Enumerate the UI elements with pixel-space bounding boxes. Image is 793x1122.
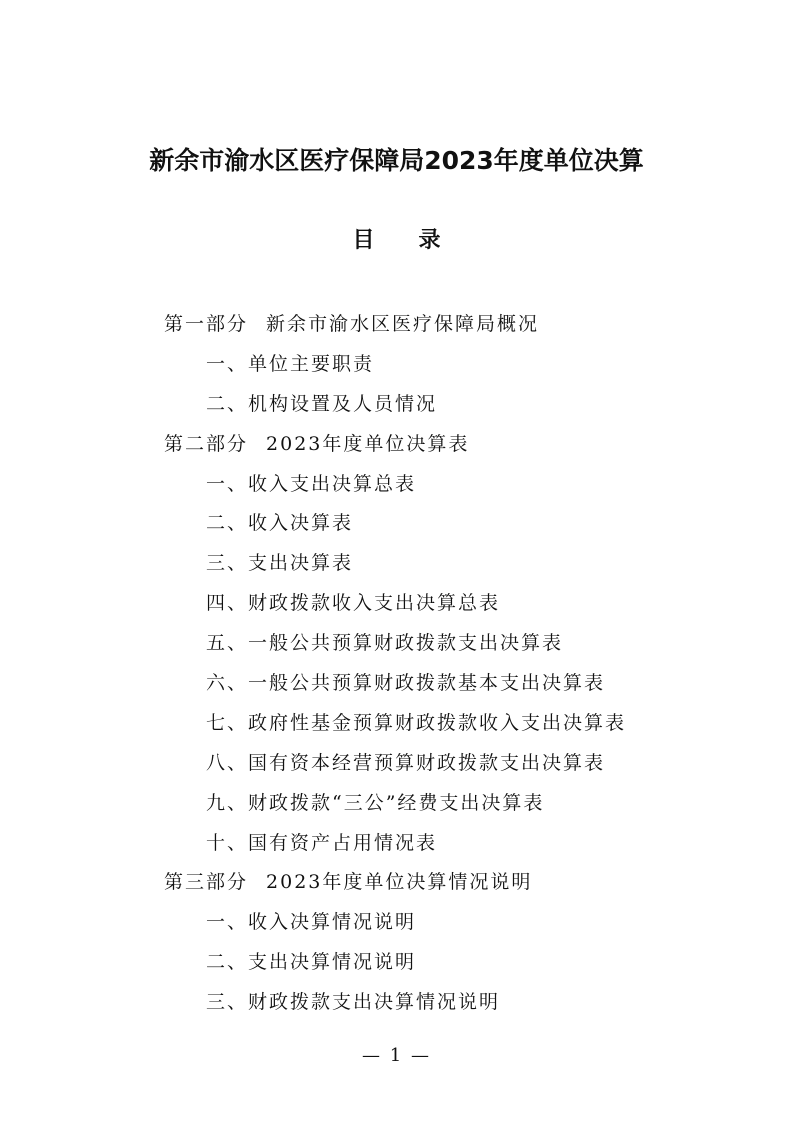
toc-item: 一、收入决算情况说明 [206, 911, 417, 934]
toc-item: 二、支出决算情况说明 [206, 951, 417, 974]
toc-part-number: 第一部分 [164, 313, 249, 335]
toc-item: 三、支出决算表 [206, 552, 354, 575]
toc-part-1 [0, 306, 793, 346]
toc-item: 七、政府性基金预算财政拨款收入支出决算表 [206, 711, 627, 734]
toc-item: 三、财政拨款支出决算情况说明 [206, 991, 501, 1014]
document-title: 新余市渝水区医疗保障局2023年度单位决算 [149, 146, 644, 175]
toc-item: 六、一般公共预算财政拨款基本支出决算表 [206, 672, 606, 695]
toc-part-2 [0, 426, 793, 466]
toc-item: 一、收入支出决算总表 [206, 472, 417, 495]
toc-item: 四、财政拨款收入支出决算总表 [206, 592, 501, 615]
page-number: — 1 — [362, 1045, 431, 1066]
toc-item: 十、国有资产占用情况表 [206, 831, 438, 854]
table-of-contents [0, 306, 793, 1024]
toc-part-number: 第二部分 [164, 432, 249, 455]
toc-item: 五、一般公共预算财政拨款支出决算表 [206, 632, 564, 655]
toc-part-3 [0, 864, 793, 904]
toc-item: 二、机构设置及人员情况 [206, 392, 438, 415]
toc-item: 九、财政拨款“三公”经费支出决算表 [206, 791, 545, 814]
toc-item: 二、收入决算表 [206, 512, 354, 535]
toc-item: 一、单位主要职责 [206, 352, 375, 375]
toc-part-number: 第三部分 [164, 871, 249, 894]
toc-part-title: 2023年度单位决算表 [266, 432, 470, 455]
toc-part-title: 新余市渝水区医疗保障局概况 [266, 313, 540, 335]
toc-item: 八、国有资本经营预算财政拨款支出决算表 [206, 751, 606, 774]
toc-heading: 目录 [352, 228, 485, 253]
toc-part-title: 2023年度单位决算情况说明 [266, 871, 533, 894]
